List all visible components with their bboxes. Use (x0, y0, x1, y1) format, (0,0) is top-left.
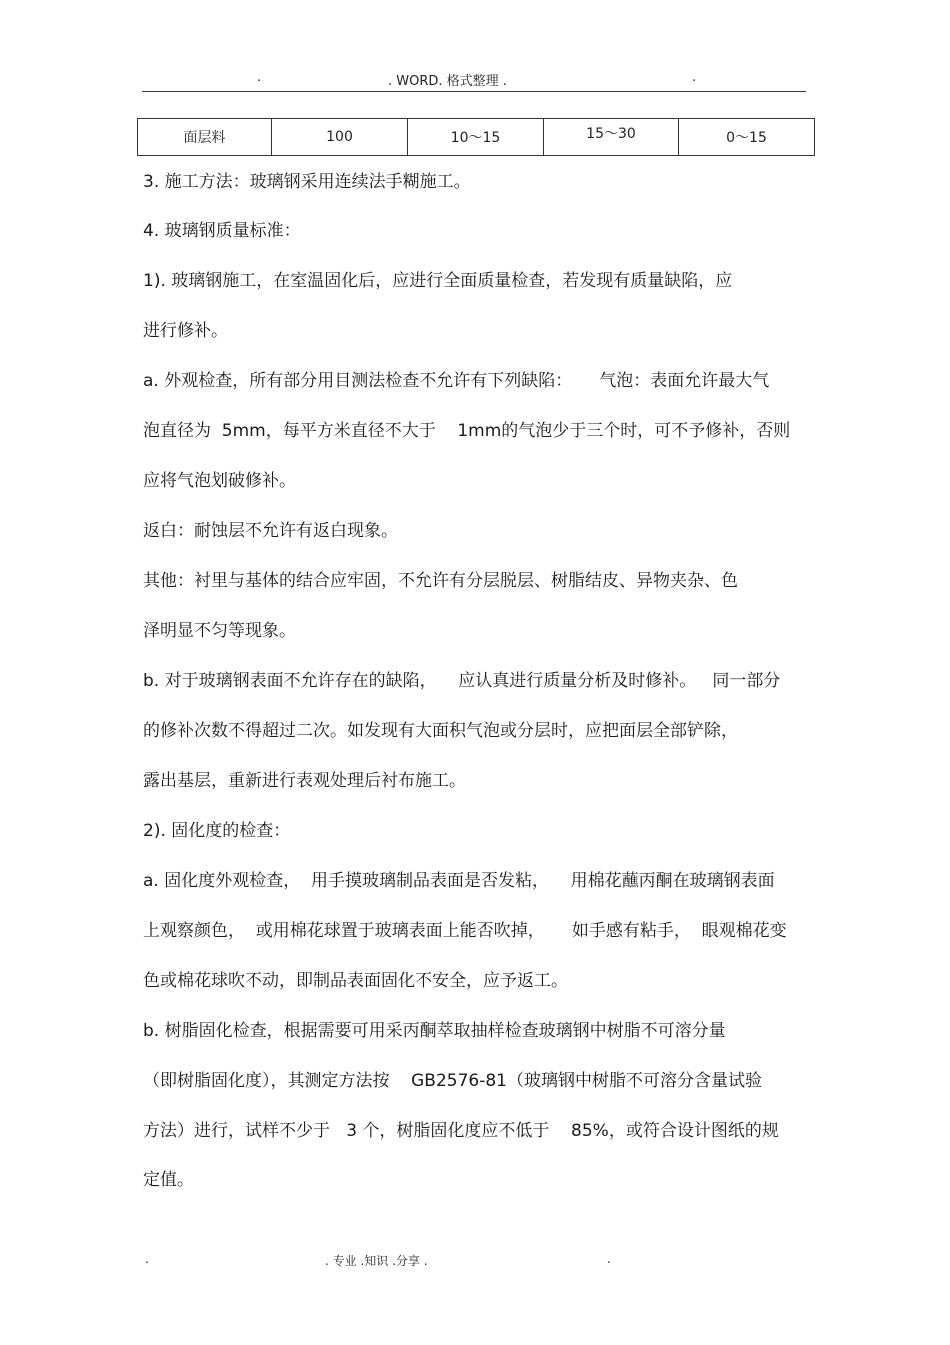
body-line: a. 固化度外观检查， 用手摸玻璃制品表面是否发粘， 用棉花蘸丙酮在玻璃钢表面 (143, 871, 775, 891)
header-title: . WORD. 格式整理 . (388, 74, 507, 89)
header-right-dot: . (692, 70, 697, 85)
body-line: 4. 玻璃钢质量标准： (143, 221, 301, 241)
footer-right-dot: . (607, 1252, 611, 1266)
body-line: 2). 固化度的检查： (143, 821, 291, 841)
body-line: 的修补次数不得超过二次。如发现有大面积气泡或分层时，应把面层全部铲除， (143, 721, 738, 741)
body-line: 1). 玻璃钢施工，在室温固化后，应进行全面质量检查，若发现有质量缺陷，应 (143, 271, 733, 291)
body-line: （即树脂固化度），其测定方法按 GB2576-81（玻璃钢中树脂不可溶分含量试验 (143, 1071, 762, 1091)
body-line: 方法）进行，试样不少于 3 个，树脂固化度应不低于 85%，或符合设计图纸的规 (143, 1121, 779, 1141)
header-rule (142, 91, 806, 92)
body-line: 返白：耐蚀层不允许有返白现象。 (143, 521, 398, 541)
body-line: 其他：衬里与基体的结合应牢固，不允许有分层脱层、树脂结皮、异物夹杂、色 (143, 571, 738, 591)
body-line: 定值。 (143, 1170, 194, 1190)
table-cell: 0～15 (679, 119, 815, 156)
body-line: 进行修补。 (143, 321, 228, 341)
body-line: 上观察颜色， 或用棉花球置于玻璃表面上能否吹掉， 如手感有粘手， 眼观棉花变 (143, 921, 787, 941)
body-line: 露出基层，重新进行表观处理后衬布施工。 (143, 771, 466, 791)
body-line: b. 树脂固化检查，根据需要可用采丙酮萃取抽样检查玻璃钢中树脂不可溶分量 (143, 1021, 726, 1041)
table-cell: 面层料 (138, 119, 272, 156)
body-line: 泡直径为 5mm，每平方米直径不大于 1mm的气泡少于三个时，可不予修补，否则 (143, 421, 791, 441)
body-line: b. 对于玻璃钢表面不允许存在的缺陷， 应认真进行质量分析及时修补。 同一部分 (143, 671, 781, 691)
table-row (138, 119, 815, 156)
footer-left-dot: . (145, 1252, 149, 1266)
table-cell: 100 (272, 119, 408, 156)
footer-text: . 专业 .知识 .分享 . (325, 1254, 428, 1268)
body-line: a. 外观检查，所有部分用目测法检查不允许有下列缺陷： 气泡：表面允许最大气 (143, 371, 770, 391)
body-line: 色或棉花球吹不动，即制品表面固化不安全，应予返工。 (143, 971, 568, 991)
table-cell: 15～30 (544, 119, 679, 156)
spec-table (137, 118, 815, 156)
header-left-dot: . (257, 70, 262, 85)
body-line: 泽明显不匀等现象。 (143, 621, 296, 641)
table-cell: 10～15 (408, 119, 544, 156)
body-line: 3. 施工方法：玻璃钢采用连续法手糊施工。 (143, 172, 471, 192)
body-line: 应将气泡划破修补。 (143, 471, 296, 491)
